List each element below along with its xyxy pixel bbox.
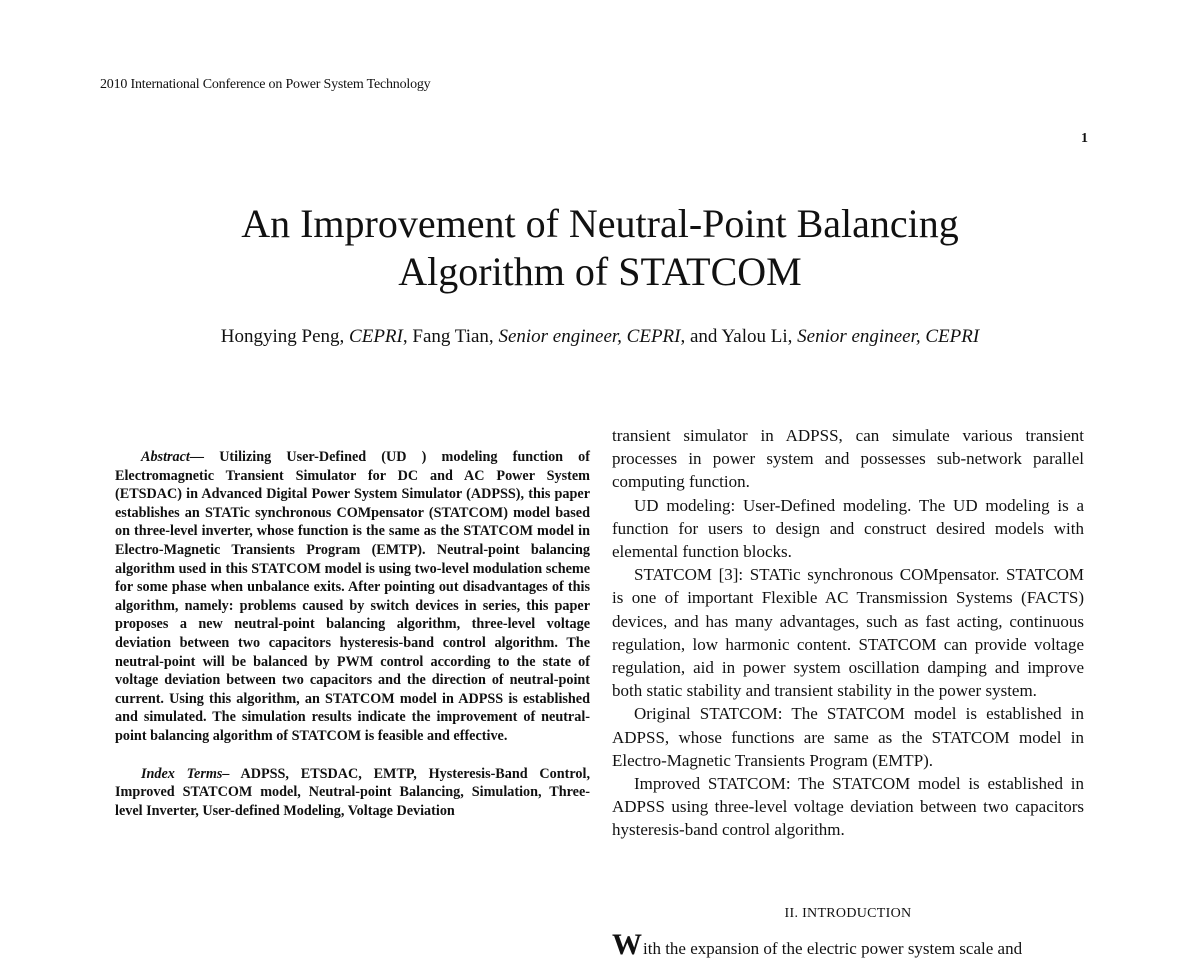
paper-title — [0, 200, 1200, 296]
author-2-affiliation: Senior engineer, CEPRI — [498, 326, 681, 347]
introduction-text: ith the expansion of the electric power system scale and — [643, 939, 1023, 958]
author-2: , Fang Tian, — [402, 326, 499, 347]
abstract — [115, 448, 590, 746]
author-1-affiliation: CEPRI — [349, 326, 403, 347]
paragraph-5: Improved STATCOM: The STATCOM model is established in ADPSS using three-level voltage deviation between two capacitors hysteresis-band control algorithm. — [612, 774, 1084, 840]
index-terms-label: Index Terms– — [141, 765, 230, 782]
author-1: Hongying Peng, — [220, 326, 350, 347]
right-column — [612, 424, 1084, 842]
paragraph-4: Original STATCOM: The STATCOM model is established in ADPSS, whose functions are same as the STATCOM model in Electro-Magnetic Transients Program (EMTP). — [612, 704, 1084, 770]
index-terms — [115, 765, 590, 821]
paragraph-1: transient simulator in ADPSS, can simulate various transient processes in power system and possesses sub-network parallel computing function. — [612, 426, 1084, 492]
page-number: 1 — [1081, 131, 1088, 146]
title-line-2: Algorithm of STATCOM — [398, 249, 802, 294]
author-3: , and Yalou Li, — [680, 326, 798, 347]
author-3-affiliation: Senior engineer, CEPRI — [797, 326, 980, 347]
paragraph-2: UD modeling: User-Defined modeling. The UD modeling is a function for users to design and construct desired models with elemental function blocks. — [612, 495, 1084, 562]
conference-header: 2010 International Conference on Power System Technology — [100, 77, 431, 92]
title-line-1: An Improvement of Neutral-Point Balancing — [241, 201, 959, 246]
drop-cap: W — [612, 928, 642, 961]
author-list — [0, 326, 1200, 348]
introduction-paragraph — [612, 928, 1084, 961]
abstract-text: Utilizing User-Defined (UD ) modeling function of Electromagnetic Transient Simulator for DC and AC Power System (ETSDAC) in Advanced Digital Power System Simulator (ADPSS), this paper establishes an STATic synchronous COMpensator (STATCOM) model based on three-level inverter, whose function is the same as the STATCOM model in Electro-Magnetic Transients Program (EMTP). Neutral-point balancing algorithm used in this STATCOM model is using two-level modulation scheme for some phase when unbalance exits. After pointing out disadvantages of this algorithm, namely: problems caused by switch devices in series, this paper proposes a new neutral-point balancing algorithm, three-level voltage deviation between two capacitors hysteresis-band control algorithm. The neutral-point will be balanced by PWM control according to the state of voltage deviation between two capacitors and the direction of neutral-point current. Using this algorithm, an STATCOM model in ADPSS is established and simulated. The simulation results indicate the improvement of neutral-point balancing algorithm of STATCOM is feasible and effective. — [115, 449, 590, 744]
abstract-label: Abstract— — [141, 449, 205, 465]
index-terms-text: ADPSS, ETSDAC, EMTP, Hysteresis-Band Control, Improved STATCOM model, Neutral-point Balancing, Simulation, Three-level Inverter, User-defined Modeling, Voltage Deviation — [115, 765, 590, 819]
section-heading-introduction: II. INTRODUCTION — [784, 906, 912, 921]
paragraph-3: STATCOM [3]: STATic synchronous COMpensator. STATCOM is one of important Flexible AC Transmission Systems (FACTS) devices, and has many advantages, such as fast acting, continuous regulation, low harmonic content. STATCOM can provide voltage regulation, aid in power system oscillation damping and improve both static stability and transient stability in the power system. — [612, 565, 1084, 701]
left-column — [115, 448, 590, 820]
